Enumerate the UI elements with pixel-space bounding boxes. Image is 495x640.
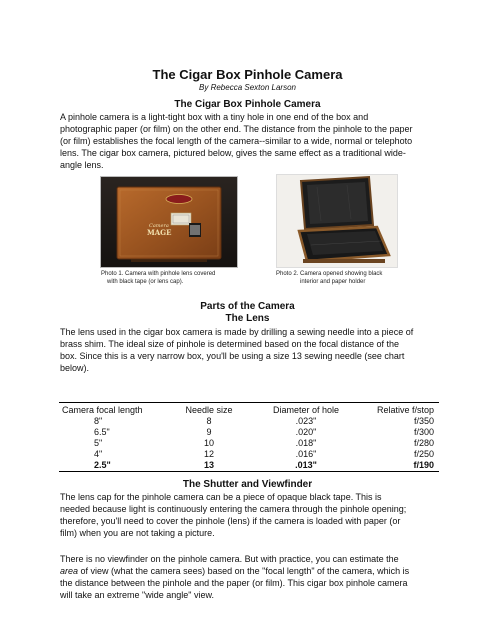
table-cell: 8 [206, 416, 212, 426]
intro-paragraph [60, 111, 450, 171]
text-line: photographic paper (or film) on the other end. The distance from the pinhole to the paper [60, 124, 413, 134]
caption-line: Photo 1. Camera with pinhole lens covered [101, 271, 216, 277]
text-line: film) when you are not taking a picture. [60, 528, 215, 538]
box-brand-lettering: Camera [149, 223, 169, 229]
text-line: angle lens. [60, 160, 104, 170]
section-heading-shutter: The Shutter and Viewfinder [182, 479, 313, 490]
page-title: The Cigar Box Pinhole Camera [152, 67, 343, 82]
table-header-cell: Diameter of hole [272, 405, 340, 415]
text-line: will take an extreme "wide angle" view. [60, 590, 214, 600]
table-cell: .013" [295, 460, 317, 470]
text-line [60, 565, 450, 577]
table-cell: .018" [295, 438, 317, 448]
text-line: brass shim. The ideal size of pinhole is determined based on the focal distance of the [60, 339, 400, 349]
text-line: lens. The cigar box camera, pictured below, gives the same effect as a traditional wide- [60, 148, 406, 158]
table-cell: .016" [295, 449, 317, 459]
table-cell: f/350 [413, 416, 434, 426]
table-cell: 6.5" [94, 427, 110, 437]
table-cell: .020" [295, 427, 317, 437]
table-row-highlighted [59, 460, 439, 472]
table-cell: 12 [203, 449, 214, 459]
text-span: of view (what the camera sees) based on the "focal length" of the camera, which is [80, 566, 410, 576]
caption-line: Photo 2. Camera opened showing black [276, 271, 383, 277]
text-line: box. Since this is a very narrow box, you'll be using a size 13 sewing needle (see chart [60, 351, 405, 361]
table-cell: 10 [203, 438, 214, 448]
photo-closed-camera [100, 176, 238, 268]
table-header-row [59, 403, 439, 417]
text-line: (or film) establishes the focal length of the camera--similar to a wide, normal or telephoto [60, 136, 413, 146]
table-cell: 9 [206, 427, 212, 437]
table-cell: 4" [94, 449, 103, 459]
table-header-cell: Relative f/stop [376, 405, 434, 415]
text-line: A pinhole camera is a light-tight box with a tiny hole in one end of the box and [60, 112, 369, 122]
caption-line: with black tape (or lens cap). [107, 279, 184, 285]
table-cell: f/190 [413, 460, 434, 470]
svg-text:MAGE: MAGE [147, 228, 172, 237]
table-cell: 13 [203, 460, 214, 470]
section-heading-parts: Parts of the Camera [200, 301, 295, 312]
table-cell: 8" [94, 416, 103, 426]
table-row [59, 416, 439, 427]
text-line: needed because light is continuously entering the camera through the pinhole opening; [60, 504, 407, 514]
text-line: The lens cap for the pinhole camera can be a piece of opaque black tape. This is [60, 492, 382, 502]
table-cell: 2.5" [94, 460, 111, 470]
table-header-cell: Needle size [185, 405, 233, 415]
opened-cigar-box-image [277, 175, 397, 267]
pinhole-size-table [59, 402, 439, 472]
text-line: the distance between the pinhole and the paper (or film). This cigar box pinhole camera [60, 578, 408, 588]
subheading-lens: The Lens [225, 313, 270, 324]
table-cell: 5" [94, 438, 103, 448]
emphasis-text: area [60, 566, 79, 576]
text-line: There is no viewfinder on the pinhole camera. But with practice, you can estimate the [60, 554, 399, 564]
table-row [59, 438, 439, 449]
table-cell: .023" [295, 416, 317, 426]
text-line: therefore, you'll need to cover the pinhole (lens) if the camera is loaded with paper (or [60, 516, 401, 526]
photo-opened-camera [276, 174, 398, 268]
viewfinder-paragraph [60, 553, 450, 601]
text-line: below). [60, 363, 90, 373]
lens-paragraph [60, 326, 450, 374]
table-cell: f/300 [413, 427, 434, 437]
table-header-cell: Camera focal length [62, 405, 143, 415]
author-byline: By Rebecca Sexton Larson [199, 83, 296, 92]
table-cell: f/250 [413, 449, 434, 459]
table-cell: f/280 [413, 438, 434, 448]
photo1-caption [101, 270, 215, 286]
closed-cigar-box-image [101, 177, 237, 267]
photo2-caption [276, 270, 382, 286]
table-row [59, 449, 439, 460]
section-heading-intro: The Cigar Box Pinhole Camera [174, 99, 321, 110]
text-line: The lens used in the cigar box camera is made by drilling a sewing needle into a piece of [60, 327, 414, 337]
caption-line: interior and paper holder [300, 279, 366, 285]
table-row [59, 427, 439, 438]
shutter-paragraph [60, 491, 450, 539]
